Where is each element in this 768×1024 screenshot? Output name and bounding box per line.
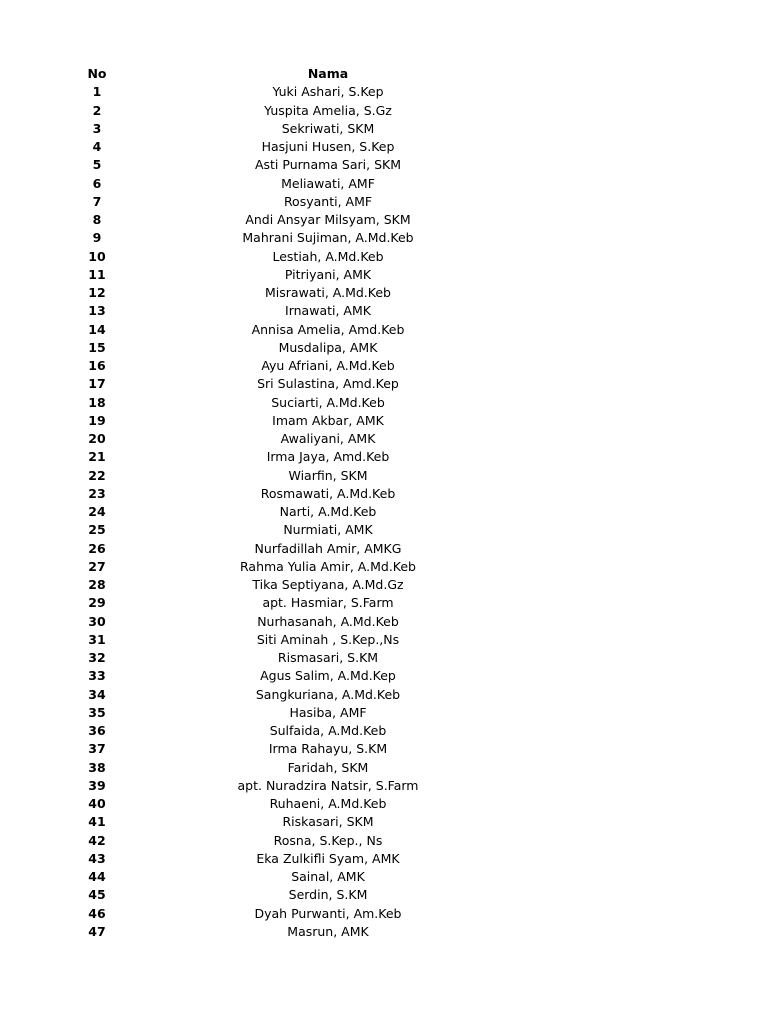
row-name: Irnawati, AMK bbox=[285, 303, 371, 319]
row-number: 25 bbox=[88, 522, 106, 538]
row-name: Yuspita Amelia, S.Gz bbox=[264, 102, 392, 118]
row-number: 2 bbox=[92, 102, 102, 118]
row-number: 27 bbox=[88, 558, 106, 574]
row-number: 11 bbox=[88, 266, 106, 282]
row-name: Sainal, AMK bbox=[291, 869, 365, 884]
row-name: Rosyanti, AMF bbox=[283, 193, 373, 209]
row-name: Pitriyani, AMK bbox=[284, 266, 372, 282]
table-row bbox=[0, 248, 768, 266]
row-name: Ruhaeni, A.Md.Keb bbox=[269, 796, 387, 811]
row-name: Tika Septiyana, A.Md.Gz bbox=[252, 577, 404, 592]
table-row bbox=[0, 759, 768, 777]
row-name: Nurhasanah, A.Md.Keb bbox=[257, 613, 399, 629]
table-row bbox=[0, 850, 768, 868]
table-row bbox=[0, 138, 768, 156]
row-number: 31 bbox=[88, 631, 106, 647]
table-row bbox=[0, 412, 768, 430]
table-row bbox=[0, 886, 768, 904]
row-name: Mahrani Sujiman, A.Md.Keb bbox=[242, 230, 414, 246]
row-number: 36 bbox=[88, 723, 106, 738]
row-name: Siti Aminah , S.Kep.,Ns bbox=[256, 631, 400, 647]
row-number: 8 bbox=[92, 212, 102, 227]
row-number: 22 bbox=[88, 467, 106, 483]
row-name: Agus Salim, A.Md.Kep bbox=[260, 668, 396, 684]
row-number: 41 bbox=[88, 814, 106, 830]
table-row bbox=[0, 777, 768, 795]
row-name: Andi Ansyar Milsyam, SKM bbox=[245, 212, 411, 227]
row-number: 24 bbox=[88, 504, 106, 519]
row-name: Misrawati, A.Md.Keb bbox=[265, 285, 391, 300]
row-name: Lestiah, A.Md.Keb bbox=[272, 248, 384, 264]
row-name: Serdin, S.KM bbox=[288, 887, 368, 903]
row-number: 21 bbox=[88, 449, 106, 465]
row-number: 32 bbox=[88, 650, 106, 665]
row-name: Wiarfin, SKM bbox=[288, 467, 368, 483]
row-number: 43 bbox=[88, 850, 106, 866]
row-name: Awaliyani, AMK bbox=[280, 431, 376, 446]
table-row bbox=[0, 540, 768, 558]
row-name: Annisa Amelia, Amd.Keb bbox=[251, 321, 405, 337]
row-name: Rahma Yulia Amir, A.Md.Keb bbox=[240, 558, 416, 574]
table-row bbox=[0, 266, 768, 284]
table-row bbox=[0, 229, 768, 247]
row-number: 38 bbox=[88, 759, 106, 775]
header-name: Nama bbox=[307, 66, 349, 81]
table-row bbox=[0, 558, 768, 576]
table-row bbox=[0, 868, 768, 886]
table-row bbox=[0, 193, 768, 211]
row-number: 44 bbox=[88, 869, 106, 884]
row-number: 3 bbox=[92, 120, 102, 136]
table-row bbox=[0, 156, 768, 174]
table-row bbox=[0, 795, 768, 813]
table-row bbox=[0, 284, 768, 302]
row-number: 4 bbox=[92, 139, 102, 154]
row-name: Meliawati, AMF bbox=[281, 175, 375, 191]
row-number: 33 bbox=[88, 668, 106, 684]
row-number: 29 bbox=[88, 595, 106, 611]
table-row bbox=[0, 813, 768, 831]
row-name: Sekriwati, SKM bbox=[281, 120, 375, 136]
table-row bbox=[0, 394, 768, 412]
table-body bbox=[0, 83, 768, 941]
table-row bbox=[0, 905, 768, 923]
table-row bbox=[0, 120, 768, 138]
row-number: 47 bbox=[88, 923, 106, 939]
row-name: Rosna, S.Kep., Ns bbox=[273, 832, 383, 848]
table-row bbox=[0, 923, 768, 941]
table-row bbox=[0, 832, 768, 850]
table-row bbox=[0, 503, 768, 521]
table-header-row bbox=[0, 65, 768, 83]
row-name: Suciarti, A.Md.Keb bbox=[271, 394, 385, 410]
row-number: 35 bbox=[88, 704, 106, 720]
row-number: 23 bbox=[88, 485, 106, 501]
table-row bbox=[0, 83, 768, 101]
row-name: Eka Zulkifli Syam, AMK bbox=[256, 850, 400, 866]
row-number: 42 bbox=[88, 832, 106, 848]
table-row bbox=[0, 375, 768, 393]
table-row bbox=[0, 649, 768, 667]
row-name: Musdalipa, AMK bbox=[278, 339, 378, 355]
table-row bbox=[0, 704, 768, 722]
row-number: 15 bbox=[88, 339, 106, 355]
row-number: 45 bbox=[88, 887, 106, 903]
table-row bbox=[0, 448, 768, 466]
row-number: 12 bbox=[88, 285, 106, 300]
row-number: 37 bbox=[88, 741, 106, 757]
row-name: Sulfaida, A.Md.Keb bbox=[269, 723, 387, 738]
row-name: Narti, A.Md.Keb bbox=[279, 504, 377, 519]
table-row bbox=[0, 302, 768, 320]
table-row bbox=[0, 102, 768, 120]
row-number: 39 bbox=[88, 777, 106, 793]
row-number: 19 bbox=[88, 412, 106, 428]
table-row bbox=[0, 613, 768, 631]
table-row bbox=[0, 521, 768, 539]
table-row bbox=[0, 740, 768, 758]
row-number: 18 bbox=[88, 394, 106, 410]
row-number: 14 bbox=[88, 321, 106, 337]
row-name: Masrun, AMK bbox=[287, 923, 369, 939]
row-name: Riskasari, SKM bbox=[282, 814, 374, 830]
row-number: 16 bbox=[88, 358, 106, 373]
table-row bbox=[0, 467, 768, 485]
row-number: 17 bbox=[88, 376, 106, 392]
table-row bbox=[0, 686, 768, 704]
row-name: Irma Rahayu, S.KM bbox=[268, 741, 388, 757]
table-row bbox=[0, 357, 768, 375]
row-number: 9 bbox=[92, 230, 102, 246]
table-row bbox=[0, 430, 768, 448]
header-no: No bbox=[87, 66, 107, 81]
row-name: Imam Akbar, AMK bbox=[272, 412, 384, 428]
row-number: 5 bbox=[92, 157, 102, 173]
row-number: 40 bbox=[88, 796, 106, 811]
row-name: Rismasari, S.KM bbox=[277, 650, 379, 665]
table-row bbox=[0, 485, 768, 503]
row-number: 46 bbox=[88, 905, 106, 921]
row-name: Dyah Purwanti, Am.Keb bbox=[254, 905, 402, 921]
name-list-table bbox=[0, 65, 768, 941]
row-name: Yuki Ashari, S.Kep bbox=[272, 84, 384, 100]
row-name: Hasjuni Husen, S.Kep bbox=[261, 139, 395, 154]
row-name: Irma Jaya, Amd.Keb bbox=[266, 449, 390, 465]
row-name: Faridah, SKM bbox=[287, 759, 369, 775]
table-row bbox=[0, 631, 768, 649]
row-number: 7 bbox=[92, 193, 102, 209]
row-name: Nurmiati, AMK bbox=[283, 522, 373, 538]
table-row bbox=[0, 175, 768, 193]
row-name: apt. Nuradzira Natsir, S.Farm bbox=[237, 777, 419, 793]
row-number: 20 bbox=[88, 431, 106, 446]
row-number: 34 bbox=[88, 686, 106, 702]
row-name: Rosmawati, A.Md.Keb bbox=[260, 485, 396, 501]
table-row bbox=[0, 576, 768, 594]
row-number: 6 bbox=[92, 175, 102, 191]
row-name: Nurfadillah Amir, AMKG bbox=[254, 540, 402, 556]
row-name: Hasiba, AMF bbox=[289, 704, 367, 720]
row-name: Ayu Afriani, A.Md.Keb bbox=[261, 358, 395, 373]
table-row bbox=[0, 339, 768, 357]
row-name: apt. Hasmiar, S.Farm bbox=[262, 595, 394, 611]
row-number: 26 bbox=[88, 540, 106, 556]
row-number: 1 bbox=[92, 84, 102, 100]
table-row bbox=[0, 722, 768, 740]
row-number: 10 bbox=[88, 248, 106, 264]
table-row bbox=[0, 321, 768, 339]
row-number: 13 bbox=[88, 303, 106, 319]
table-row bbox=[0, 211, 768, 229]
row-number: 28 bbox=[88, 577, 106, 592]
row-number: 30 bbox=[88, 613, 106, 629]
table-row bbox=[0, 667, 768, 685]
row-name: Sangkuriana, A.Md.Keb bbox=[255, 686, 401, 702]
row-name: Sri Sulastina, Amd.Kep bbox=[257, 376, 399, 392]
table-row bbox=[0, 594, 768, 612]
row-name: Asti Purnama Sari, SKM bbox=[254, 157, 402, 173]
